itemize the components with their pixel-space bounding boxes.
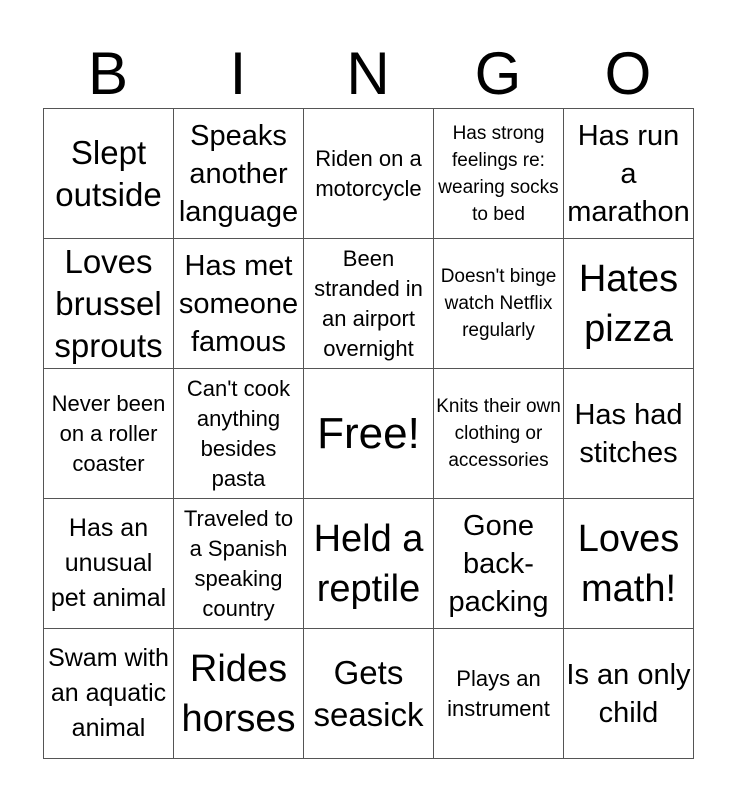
board-row: [44, 629, 694, 759]
header-letter-o: O: [604, 40, 652, 107]
cell-text: Has had stitches: [574, 398, 683, 469]
header-letter-i: I: [229, 40, 247, 107]
bingo-cell: [304, 109, 434, 239]
bingo-header: [43, 40, 693, 108]
cell-text: Gone back-packing: [448, 509, 549, 618]
bingo-cell: [564, 239, 694, 369]
bingo-cell: [304, 239, 434, 369]
bingo-cell: [564, 499, 694, 629]
bingo-cell: [44, 369, 174, 499]
bingo-cell: [44, 109, 174, 239]
bingo-cell: [564, 369, 694, 499]
bingo-cell: [44, 499, 174, 629]
cell-text: Is an only child: [566, 658, 691, 729]
cell-text: Can't cook anything besides pasta: [186, 375, 291, 491]
cell-text: Slept outside: [55, 133, 162, 213]
bingo-cell: [174, 499, 304, 629]
board-row: [44, 369, 694, 499]
bingo-cell: [564, 109, 694, 239]
header-letter-g: G: [474, 40, 522, 107]
cell-text: Been stranded in an airport overnight: [314, 245, 423, 361]
cell-text: Plays an instrument: [447, 665, 550, 721]
cell-text: Loves math!: [577, 517, 680, 610]
free-space-text: Free!: [317, 408, 420, 458]
bingo-cell: [434, 239, 564, 369]
cell-text: Hates pizza: [578, 257, 679, 350]
bingo-cell: [564, 629, 694, 759]
cell-text: Riden on a motorcycle: [315, 145, 422, 201]
cell-text: Swam with an aquatic animal: [48, 644, 169, 742]
header-letter-b: B: [87, 40, 129, 107]
bingo-cell: [434, 109, 564, 239]
free-space-cell: [304, 369, 434, 499]
bingo-cell: [434, 499, 564, 629]
cell-text: Has strong feelings re: wearing socks to bed: [438, 122, 559, 225]
cell-text: Speaks another language: [178, 119, 299, 228]
cell-text: Loves brussel sprouts: [54, 242, 163, 364]
cell-text: Has met someone famous: [178, 249, 299, 358]
bingo-cell: [434, 629, 564, 759]
bingo-cell: [174, 109, 304, 239]
bingo-cell: [44, 239, 174, 369]
bingo-cell: [304, 499, 434, 629]
header-letter-n: N: [346, 40, 390, 107]
bingo-cell: [174, 239, 304, 369]
bingo-cell: [304, 629, 434, 759]
cell-text: Has an unusual pet animal: [50, 514, 167, 612]
cell-text: Never been on a roller coaster: [51, 390, 166, 476]
cell-text: Has run a marathon: [567, 119, 690, 228]
cell-text: Traveled to a Spanish speaking country: [183, 505, 294, 621]
bingo-cell: [174, 629, 304, 759]
board-row: [44, 239, 694, 369]
bingo-cell: [434, 369, 564, 499]
cell-text: Gets seasick: [313, 653, 424, 733]
bingo-cell: [174, 369, 304, 499]
board-row: [44, 499, 694, 629]
cell-text: Doesn't binge watch Netflix regularly: [440, 266, 557, 341]
bingo-cell: [44, 629, 174, 759]
cell-text: Rides horses: [181, 647, 296, 740]
cell-text: Held a reptile: [313, 517, 424, 610]
bingo-board: [43, 108, 694, 759]
cell-text: Knits their own clothing or accessories: [436, 396, 561, 471]
board-row: [44, 109, 694, 239]
